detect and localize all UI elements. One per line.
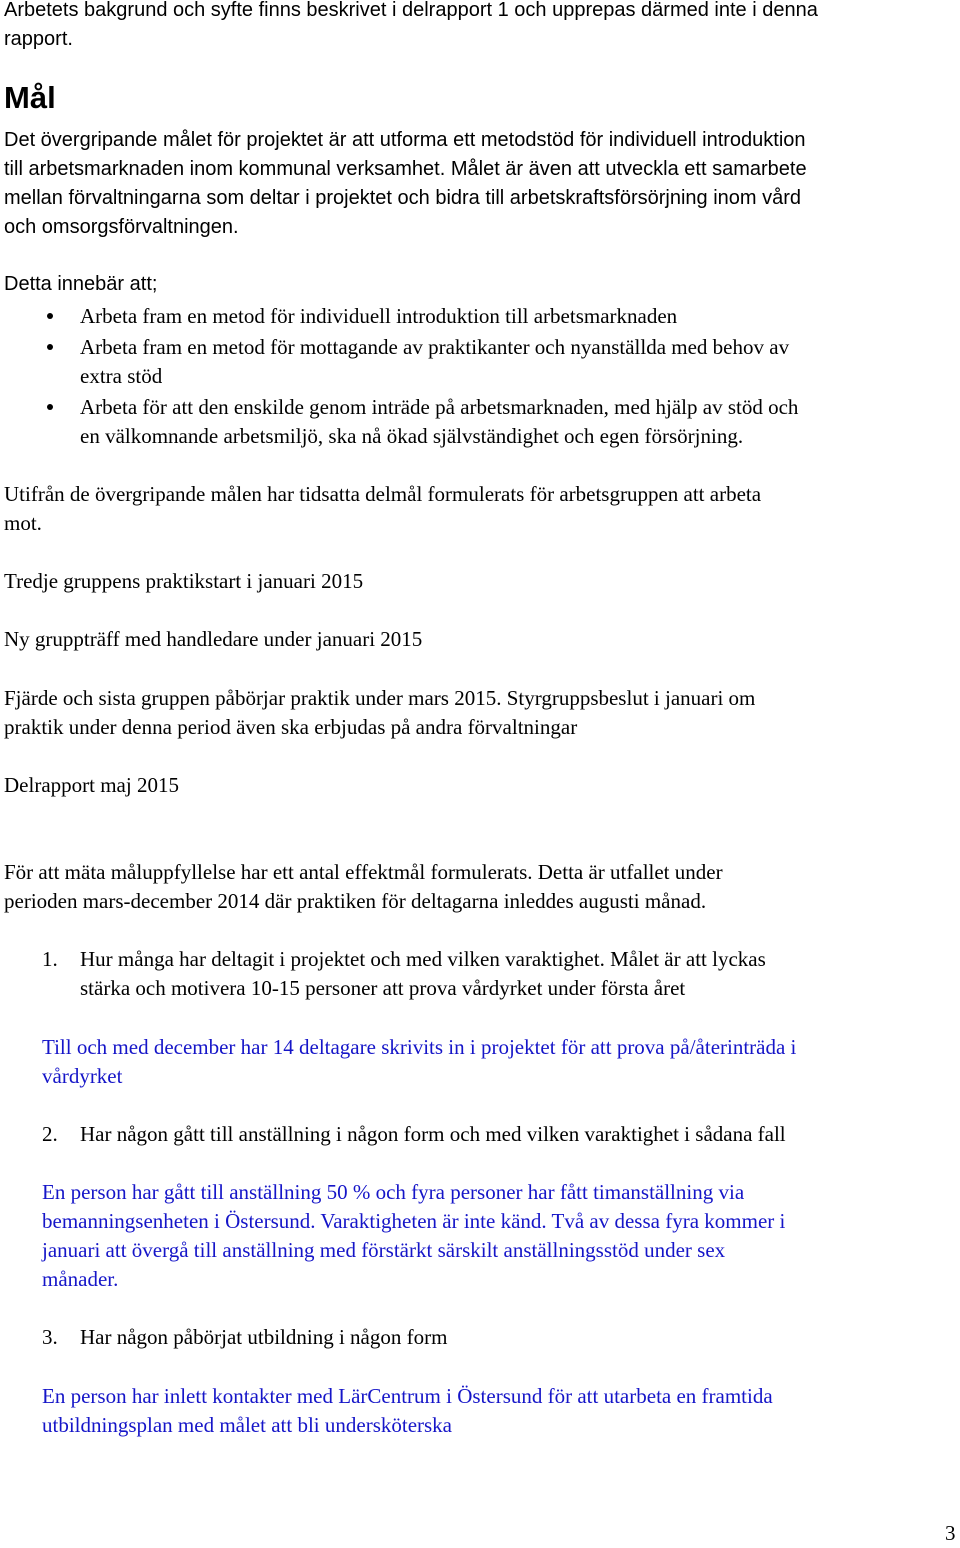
answer-2-line-2: bemanningsenheten i Östersund. Varaktigheten är inte känd. Två av dessa fyra kommer i — [42, 1209, 786, 1233]
bullet-2-line-2: extra stöd — [80, 364, 163, 388]
question-3-line-1: Har någon påbörjat utbildning i någon form — [80, 1325, 448, 1349]
milestone-3-line-2: praktik under denna period även ska erbjudas på andra förvaltningar — [4, 715, 578, 739]
answer-2-line-1: En person har gått till anställning 50 % och fyra personer har fått timanställning via — [42, 1180, 745, 1204]
bullet-1-line-1: Arbeta fram en metod för individuell introduktion till arbetsmarknaden — [80, 304, 678, 328]
subgoals-line-2: mot. — [4, 511, 42, 535]
page-number: 3 — [945, 1521, 956, 1545]
section-heading: Mål — [4, 80, 56, 115]
milestone-1: Tredje gruppens praktikstart i januari 2015 — [4, 569, 364, 593]
question-2-line-1: Har någon gått till anställning i någon form och med vilken varaktighet i sådana fall — [80, 1122, 786, 1146]
question-1-line-1: Hur många har deltagit i projektet och med vilken varaktighet. Målet är att lyckas — [80, 947, 766, 971]
goal-line-1: Det övergripande målet för projektet är att utforma ett metodstöd för individuell introduktion — [4, 129, 806, 151]
goal-line-4: och omsorgsförvaltningen. — [4, 216, 239, 238]
milestone-3-line-1: Fjärde och sista gruppen påbörjar praktik under mars 2015. Styrgruppsbeslut i januari om — [4, 686, 756, 710]
bullet-marker — [47, 344, 53, 350]
answer-1-line-1: Till och med december har 14 deltagare skrivits in i projektet för att prova på/återinträda i — [42, 1035, 797, 1059]
bullet-marker — [47, 313, 53, 319]
question-1-number: 1. — [42, 947, 58, 971]
question-1-line-2: stärka och motivera 10-15 personer att prova vårdyrket under första året — [80, 976, 686, 1000]
answer-1-line-2: vårdyrket — [42, 1064, 123, 1088]
question-2-number: 2. — [42, 1122, 58, 1146]
question-3-number: 3. — [42, 1325, 58, 1349]
answer-3-line-1: En person har inlett kontakter med LärCentrum i Östersund för att utarbeta en framtida — [42, 1384, 773, 1408]
answer-2-line-3: januari att övergå till anställning med förstärkt särskilt anställningsstöd under sex — [42, 1238, 726, 1262]
bullet-marker — [47, 404, 53, 410]
goal-line-3: mellan förvaltningarna som deltar i projektet och bidra till arbetskraftsförsörjning inom vård — [4, 187, 802, 209]
bullet-2-line-1: Arbeta fram en metod för mottagande av praktikanter och nyanställda med behov av — [80, 335, 790, 359]
subgoals-line-1: Utifrån de övergripande målen har tidsatta delmål formulerats för arbetsgruppen att arbeta — [4, 482, 762, 506]
bullet-3-line-1: Arbeta för att den enskilde genom inträde på arbetsmarknaden, med hjälp av stöd och — [80, 395, 799, 419]
intro-line-1: Arbetets bakgrund och syfte finns beskrivet i delrapport 1 och upprepas därmed inte i denna — [4, 0, 818, 21]
milestone-2: Ny gruppträff med handledare under januari 2015 — [4, 627, 423, 651]
answer-3-line-2: utbildningsplan med målet att bli undersköterska — [42, 1413, 453, 1437]
implies-label: Detta innebär att; — [4, 273, 158, 295]
answer-2-line-4: månader. — [42, 1267, 119, 1291]
bullet-3-line-2: en välkomnande arbetsmiljö, ska nå ökad självständighet och egen försörjning. — [80, 424, 744, 448]
milestone-4: Delrapport maj 2015 — [4, 773, 179, 797]
intro-line-2: rapport. — [4, 28, 73, 50]
goal-line-2: till arbetsmarknaden inom kommunal verksamhet. Målet är även att utveckla ett samarbete — [4, 158, 807, 180]
effect-line-2: perioden mars-december 2014 där praktiken för deltagarna inleddes augusti månad. — [4, 889, 707, 913]
effect-line-1: För att mäta måluppfyllelse har ett antal effektmål formulerats. Detta är utfallet under — [4, 860, 723, 884]
